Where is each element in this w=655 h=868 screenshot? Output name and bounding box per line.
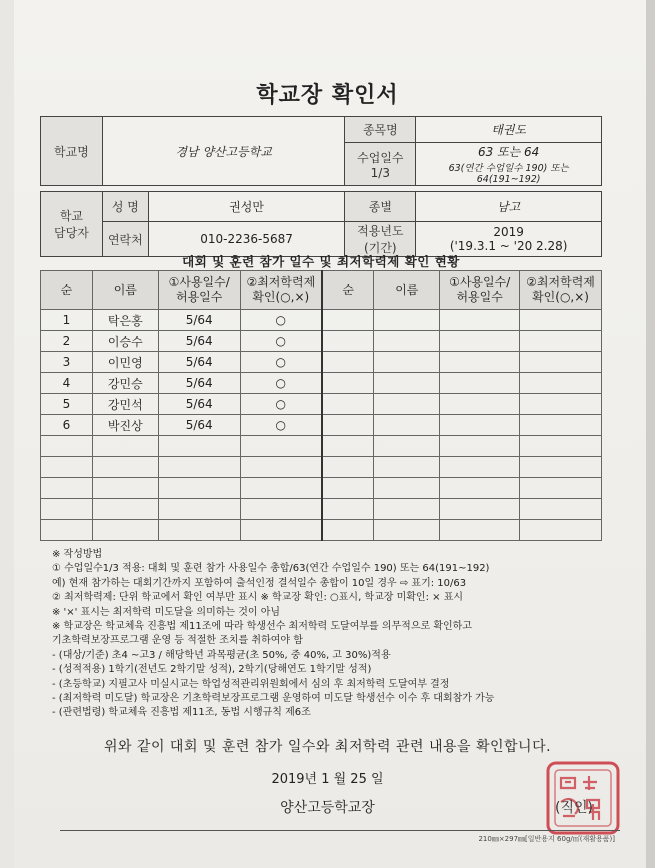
row-name [92, 436, 158, 457]
row-name: 탁은홍 [92, 310, 158, 331]
row-days-right [440, 457, 520, 478]
row-no [41, 499, 93, 520]
year-value: 2019 [493, 225, 524, 239]
row-days-right [440, 310, 520, 331]
section-title: 대회 및 훈련 참가 일수 및 최저학력제 확인 현황 [182, 254, 460, 269]
footer-rule [60, 830, 620, 831]
row-no-right [322, 373, 374, 394]
row-name [92, 499, 158, 520]
row-name-right [374, 415, 440, 436]
row-check [240, 457, 322, 478]
col-acad-2-line1: ②최저학력제 [526, 275, 595, 289]
year-label-line2: (기간) [364, 241, 397, 255]
row-name-right [374, 331, 440, 352]
gender-label: 종별 [345, 192, 416, 222]
row-no [41, 478, 93, 499]
instruction-line: ① 수업일수1/3 적용: 대회 및 훈련 참가 사용일수 총합/63(연간 수업일수 190) 또는 64(191~192) [52, 563, 490, 575]
row-no: 6 [41, 415, 93, 436]
info-table [40, 116, 602, 257]
row-name-right [374, 520, 440, 541]
col-days [158, 271, 240, 310]
row-check-right [520, 457, 602, 478]
row-check-right [520, 394, 602, 415]
row-days-right [440, 373, 520, 394]
table-header-row [41, 271, 602, 310]
table-row [41, 499, 602, 520]
row-check: ○ [240, 373, 322, 394]
table-row [41, 310, 602, 331]
staff-label-line1: 학교 [59, 209, 84, 223]
row-name-right [374, 436, 440, 457]
col-days-line2: 허용일수 [175, 290, 223, 304]
row-check: ○ [240, 394, 322, 415]
row-days: 5/64 [158, 373, 240, 394]
row-days-right [440, 436, 520, 457]
row-check: ○ [240, 352, 322, 373]
class-days-label-line2: 1/3 [370, 165, 390, 180]
row-days [158, 478, 240, 499]
row-days: 5/64 [158, 310, 240, 331]
row-days: 5/64 [158, 415, 240, 436]
instruction-line: - (최저학력 미도달) 학교장은 기초학력보장프로그램 운영하여 미도달 학생선수 이수 후 대회참가 가능 [52, 693, 495, 705]
row-no-right [322, 520, 374, 541]
year-period: ('19.3.1 ~ '20 2.28) [449, 239, 568, 253]
row-check: ○ [240, 415, 322, 436]
row-no-right [322, 415, 374, 436]
row-check [240, 478, 322, 499]
row-check-right [520, 373, 602, 394]
col-acad-line2: 확인(○,×) [252, 290, 310, 304]
row-check-right [520, 352, 602, 373]
row-no-right [322, 310, 374, 331]
row-days: 5/64 [158, 394, 240, 415]
row-no-right [322, 352, 374, 373]
staff-label-line2: 담당자 [54, 226, 89, 240]
row-days: 5/64 [158, 352, 240, 373]
instructions [52, 548, 612, 721]
row-check: ○ [240, 331, 322, 352]
row-no-right [322, 331, 374, 352]
col-acad-line1: ②최저학력제 [246, 275, 316, 289]
table-row [41, 457, 602, 478]
instruction-line: 예) 현재 참가하는 대회기간까지 포함하여 출석인정 결석일수 총합이 10일 경우 ⇨ 표기: 10/63 [52, 577, 467, 589]
row-days-right [440, 331, 520, 352]
row-check-right [520, 310, 602, 331]
row-name: 이승수 [92, 331, 158, 352]
row-name [92, 457, 158, 478]
row-name: 강민승 [92, 373, 158, 394]
col-name-2: 이름 [374, 271, 440, 310]
gender-value: 남고 [416, 192, 602, 222]
table-row [41, 331, 602, 352]
school-value: 경남 양산고등학교 [102, 117, 345, 186]
row-no-right [322, 436, 374, 457]
row-days-right [440, 415, 520, 436]
row-days-right [440, 520, 520, 541]
sport-label: 종목명 [345, 117, 416, 143]
table-row [41, 436, 602, 457]
class-days-label-line1: 수업일수 [357, 150, 404, 165]
name-label: 성 명 [102, 192, 148, 222]
col-days-line1: ①사용일수/ [168, 275, 230, 289]
row-name-right [374, 394, 440, 415]
instruction-line: - (관련법령) 학교체육 진흥법 제11조, 동법 시행규칙 제6조 [52, 707, 311, 719]
class-days-cell [416, 143, 602, 186]
row-check-right [520, 415, 602, 436]
row-days [158, 520, 240, 541]
row-no: 5 [41, 394, 93, 415]
instruction-line: - (성적적용) 1학기(전년도 2학기말 성적), 2학기(당해연도 1학기말 성적) [52, 664, 372, 676]
row-days [158, 457, 240, 478]
participation-table [40, 270, 602, 541]
row-days [158, 436, 240, 457]
table-row [41, 415, 602, 436]
row-name-right [374, 457, 440, 478]
sport-value: 태권도 [416, 117, 602, 143]
row-name-right [374, 478, 440, 499]
name-value: 권성만 [148, 192, 345, 222]
row-check-right [520, 331, 602, 352]
col-acad [240, 271, 322, 310]
row-check [240, 436, 322, 457]
col-no: 순 [41, 271, 93, 310]
col-acad-2-line2: 확인(○,×) [532, 290, 589, 304]
row-check-right [520, 478, 602, 499]
instruction-line: 기초학력보장프로그램 운영 등 적절한 조치를 취하여야 함 [52, 635, 303, 647]
row-name-right [374, 352, 440, 373]
table-row [41, 352, 602, 373]
contact-value: 010-2236-5687 [148, 222, 345, 257]
class-days-value: 63 또는 64 [477, 145, 540, 159]
row-no [41, 436, 93, 457]
row-days [158, 499, 240, 520]
class-days-note: 63(연간 수업일수 190) 또는 64(191~192) [448, 163, 569, 185]
instruction-line: - (대상/기준) 초4 ~고3 / 해당학년 과목평균(초 50%, 중 40%, 고 30%)적용 [52, 649, 391, 661]
class-days-label [345, 143, 416, 186]
row-name-right [374, 373, 440, 394]
table-row [41, 373, 602, 394]
row-days-right [440, 394, 520, 415]
row-no-right [322, 499, 374, 520]
row-check-right [520, 436, 602, 457]
table-row [41, 478, 602, 499]
table-row [41, 394, 602, 415]
school-label: 학교명 [41, 117, 103, 186]
principal-name: 양산고등학교장 [280, 800, 375, 816]
row-name [92, 478, 158, 499]
row-no: 3 [41, 352, 93, 373]
row-check [240, 520, 322, 541]
row-days-right [440, 352, 520, 373]
seal-label: (직인) [555, 800, 593, 816]
row-name-right [374, 499, 440, 520]
col-days-2-line2: 허용일수 [456, 290, 503, 304]
row-days-right [440, 499, 520, 520]
row-check-right [520, 499, 602, 520]
col-acad-2 [520, 271, 602, 310]
row-no-right [322, 394, 374, 415]
instruction-line: ② 최저학력제: 단위 학교에서 확인 여부만 표시 ※ 학교장 확인: ○표시, 학교장 미확인: × 표시 [52, 592, 464, 604]
row-name-right [374, 310, 440, 331]
year-label-line1: 적용년도 [357, 224, 404, 238]
row-days: 5/64 [158, 331, 240, 352]
row-no-right [322, 478, 374, 499]
instruction-line: ※ 학교장은 학교체육 진흥법 제11조에 따라 학생선수 최저학력 도달여부를 의무적으로 확인하고 [52, 621, 472, 633]
col-days-2 [440, 271, 520, 310]
row-no [41, 457, 93, 478]
row-no [41, 520, 93, 541]
row-no: 2 [41, 331, 93, 352]
row-check-right [520, 520, 602, 541]
row-name: 이민영 [92, 352, 158, 373]
staff-label [41, 192, 103, 257]
row-name: 박진상 [92, 415, 158, 436]
paper-spec: 210㎜×297㎜[일반용지 60g/㎡(재활용품)] [478, 835, 615, 843]
row-check [240, 499, 322, 520]
table-row [41, 520, 602, 541]
col-name: 이름 [92, 271, 158, 310]
row-no-right [322, 457, 374, 478]
instruction-line: ※ '×' 표시는 최저학력 미도달을 의미하는 것이 아님 [52, 606, 281, 618]
row-name: 강민석 [92, 394, 158, 415]
row-name [92, 520, 158, 541]
col-days-2-line1: ①사용일수/ [449, 275, 511, 289]
contact-label: 연락처 [102, 222, 148, 257]
instruction-line: - (초등학교) 지필고사 미실시교는 학업성적관리위원회에서 심의 후 최저학력 도달여부 결정 [52, 678, 450, 690]
issue-date: 2019년 1 월 25 일 [271, 772, 384, 787]
row-check: ○ [240, 310, 322, 331]
document-title: 학교장 확인서 [256, 83, 399, 108]
row-days-right [440, 478, 520, 499]
instruction-line: ※ 작성방법 [52, 549, 103, 560]
confirm-statement: 위와 같이 대회 및 훈련 참가 일수와 최저학력 관련 내용을 확인합니다. [103, 739, 552, 755]
row-no: 4 [41, 373, 93, 394]
col-no-2: 순 [322, 271, 374, 310]
row-no: 1 [41, 310, 93, 331]
